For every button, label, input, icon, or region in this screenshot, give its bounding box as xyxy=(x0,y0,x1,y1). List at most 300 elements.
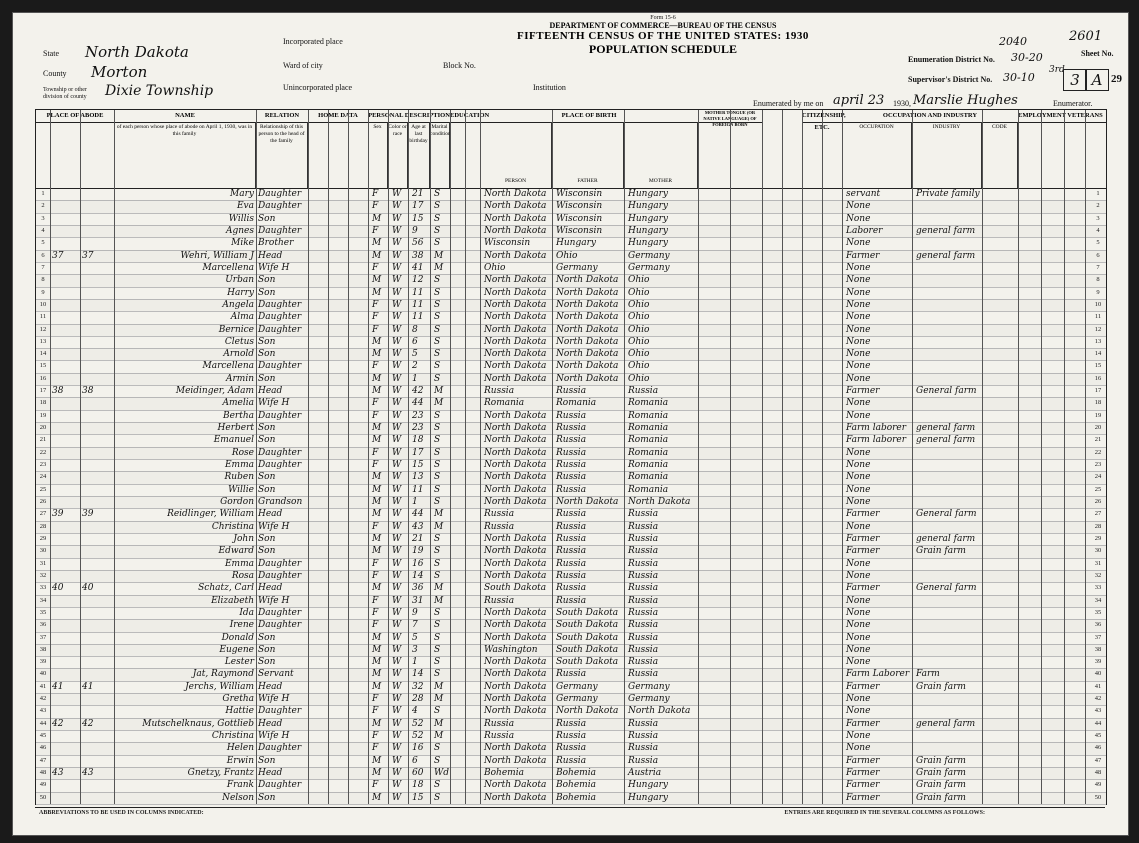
sex-cell: F xyxy=(372,312,379,323)
line-number-right: 15 xyxy=(1094,362,1102,370)
industry-cell xyxy=(916,570,982,582)
father-birthplace-cell: Bohemia xyxy=(556,792,596,803)
occupation-cell: None xyxy=(846,324,871,335)
birthplace-cell: North Dakota xyxy=(484,275,547,286)
line-number-left: 30 xyxy=(39,547,47,555)
grid-line xyxy=(50,110,51,804)
line-number-left: 13 xyxy=(39,337,47,345)
father-birthplace-cell: Russia xyxy=(556,558,587,569)
person-name: John xyxy=(233,533,254,544)
occupation-cell: None xyxy=(846,694,871,705)
person-name: Angela xyxy=(222,299,254,310)
sex-cell: M xyxy=(372,657,382,668)
table-row xyxy=(36,705,1106,718)
industry-cell: Grain farm xyxy=(916,755,966,766)
birthplace-cell: North Dakota xyxy=(484,410,547,421)
occupation-cell: Farmer xyxy=(846,681,880,692)
industry-cell xyxy=(916,360,982,372)
family-cell xyxy=(82,262,110,274)
line-number-right: 46 xyxy=(1094,744,1102,752)
birthplace-cell: North Dakota xyxy=(484,250,547,261)
father-birthplace-cell: South Dakota xyxy=(556,632,619,643)
father-birthplace-cell: North Dakota xyxy=(556,324,619,335)
occupation-cell: Farmer xyxy=(846,250,880,261)
sex-cell: F xyxy=(372,731,379,742)
relation-cell: Brother xyxy=(258,238,294,249)
race-cell: W xyxy=(392,312,402,323)
dwelling-cell xyxy=(52,262,80,274)
marital-cell: S xyxy=(434,361,441,372)
industry-cell xyxy=(916,558,982,570)
marital-cell: S xyxy=(434,373,441,384)
person-name: Eugene xyxy=(219,644,254,655)
occupation-cell: None xyxy=(846,213,871,224)
line-number-left: 1 xyxy=(41,190,45,197)
dwelling-cell: 40 xyxy=(52,583,64,594)
table-row xyxy=(36,213,1106,226)
marital-cell: S xyxy=(434,312,441,323)
sex-cell: M xyxy=(372,755,382,766)
race-cell: W xyxy=(392,718,402,729)
mother-birthplace-cell: Russia xyxy=(628,669,659,680)
person-name: Helen xyxy=(226,743,254,754)
table-row xyxy=(36,225,1106,238)
marital-cell: S xyxy=(434,225,441,236)
race-cell: W xyxy=(392,546,402,557)
table-row xyxy=(36,755,1106,768)
family-cell xyxy=(82,792,110,804)
industry-cell xyxy=(916,595,982,607)
occupation-cell: Farm laborer xyxy=(846,435,907,446)
line-number-right: 45 xyxy=(1094,732,1102,740)
sex-cell: F xyxy=(372,607,379,618)
dwelling-cell xyxy=(52,533,80,545)
table-row xyxy=(36,311,1106,324)
grid-line xyxy=(408,110,409,804)
line-number-right: 25 xyxy=(1094,485,1102,493)
father-birthplace-cell: Russia xyxy=(556,435,587,446)
mother-birthplace-cell: Romania xyxy=(628,447,669,458)
population-table xyxy=(35,109,1107,805)
sex-cell: M xyxy=(372,792,382,803)
race-cell: W xyxy=(392,768,402,779)
dwelling-cell xyxy=(52,237,80,249)
race-cell: W xyxy=(392,324,402,335)
industry-cell xyxy=(916,299,982,311)
father-birthplace-cell: Russia xyxy=(556,460,587,471)
mother-birthplace-cell: Germany xyxy=(628,250,670,261)
age-cell: 56 xyxy=(412,238,424,249)
table-row xyxy=(36,484,1106,497)
race-cell: W xyxy=(392,780,402,791)
father-birthplace-cell: Russia xyxy=(556,731,587,742)
dwelling-cell xyxy=(52,324,80,336)
sex-cell: M xyxy=(372,509,382,520)
line-number-right: 11 xyxy=(1094,313,1102,321)
birthplace-cell: North Dakota xyxy=(484,743,547,754)
occupation-cell: None xyxy=(846,644,871,655)
family-cell xyxy=(82,360,110,372)
family-cell xyxy=(82,299,110,311)
marital-cell: S xyxy=(434,324,441,335)
line-number-right: 28 xyxy=(1094,522,1102,530)
person-name: Willis xyxy=(228,213,254,224)
father-birthplace-cell: Russia xyxy=(556,755,587,766)
line-number-right: 24 xyxy=(1094,473,1102,481)
mother-birthplace-cell: Romania xyxy=(628,423,669,434)
age-cell: 16 xyxy=(412,558,424,569)
line-number-right: 36 xyxy=(1094,621,1102,629)
relation-cell: Daughter xyxy=(258,620,302,631)
marital-cell: S xyxy=(434,546,441,557)
line-number-right: 41 xyxy=(1094,682,1102,690)
table-row xyxy=(36,434,1106,447)
sex-cell: M xyxy=(372,681,382,692)
age-cell: 6 xyxy=(412,336,418,347)
family-cell xyxy=(82,644,110,656)
marital-cell: S xyxy=(434,780,441,791)
table-row xyxy=(36,200,1106,213)
relation-cell: Daughter xyxy=(258,361,302,372)
relation-desc: Relationship of this person to the head of the family xyxy=(256,122,308,188)
sex-cell: F xyxy=(372,447,379,458)
relation-cell: Son xyxy=(258,644,276,655)
table-row xyxy=(36,681,1106,694)
line-number-left: 8 xyxy=(41,276,45,284)
person-name: Urban xyxy=(225,275,254,286)
marital-cell: M xyxy=(434,398,444,409)
occupation-cell: Farmer xyxy=(846,583,880,594)
person-name: Christina xyxy=(211,731,254,742)
table-row xyxy=(36,324,1106,337)
father-birthplace-cell: South Dakota xyxy=(556,607,619,618)
father-birthplace-cell: North Dakota xyxy=(556,706,619,717)
grid-line xyxy=(430,110,431,804)
person-name: Gordon xyxy=(220,497,254,507)
industry-cell: Grain farm xyxy=(916,792,966,803)
table-row xyxy=(36,718,1106,731)
dwelling-cell xyxy=(52,632,80,644)
age-cell: 38 xyxy=(412,250,424,261)
dwelling-cell xyxy=(52,188,80,200)
grid-line xyxy=(552,110,553,804)
age-cell: 44 xyxy=(412,509,424,520)
sex-cell: F xyxy=(372,620,379,631)
relation-cell: Son xyxy=(258,484,276,495)
person-name: Amelia xyxy=(222,398,254,409)
sex-cell: M xyxy=(372,287,382,298)
person-name: Ida xyxy=(239,607,254,618)
sex-cell: F xyxy=(372,201,379,212)
industry-cell: General farm xyxy=(916,386,977,397)
race-cell: W xyxy=(392,250,402,261)
person-name: Frank xyxy=(226,780,254,791)
dwelling-cell xyxy=(52,484,80,496)
person-name: Nelson xyxy=(222,792,254,803)
race-header: Color or race xyxy=(388,122,408,188)
state-value: North Dakota xyxy=(85,43,189,61)
mother-birthplace-cell: Romania xyxy=(628,410,669,421)
dwelling-cell xyxy=(52,459,80,471)
table-row xyxy=(36,360,1106,373)
line-number-right: 40 xyxy=(1094,670,1102,678)
dwelling-cell xyxy=(52,311,80,323)
mother-birthplace-cell: Romania xyxy=(628,484,669,495)
age-cell: 15 xyxy=(412,213,424,224)
grid-line xyxy=(982,110,983,804)
line-number-left: 6 xyxy=(41,251,45,259)
family-cell xyxy=(82,397,110,409)
sex-cell: M xyxy=(372,768,382,779)
line-number-left: 50 xyxy=(39,793,47,801)
industry-cell xyxy=(916,607,982,619)
birthplace-cell: Russia xyxy=(484,386,515,397)
person-name: Harry xyxy=(227,287,254,298)
relation-cell: Son xyxy=(258,546,276,557)
line-number-right: 42 xyxy=(1094,695,1102,703)
marital-cell: S xyxy=(434,472,441,483)
dwelling-cell xyxy=(52,693,80,705)
family-cell xyxy=(82,237,110,249)
age-cell: 16 xyxy=(412,743,424,754)
relation-cell: Wife H xyxy=(258,262,290,273)
occupation-cell: None xyxy=(846,472,871,483)
person-name: Erwin xyxy=(226,755,254,766)
occupation-cell: None xyxy=(846,262,871,273)
birthplace-cell: Romania xyxy=(484,398,525,409)
age-cell: 9 xyxy=(412,607,418,618)
industry-cell: general farm xyxy=(916,250,976,261)
mother-birthplace-cell: Russia xyxy=(628,718,659,729)
mother-birthplace-cell: Russia xyxy=(628,657,659,668)
marital-cell: S xyxy=(434,410,441,421)
industry-cell xyxy=(916,336,982,348)
birthplace-cell: North Dakota xyxy=(484,755,547,766)
industry-cell xyxy=(916,324,982,336)
mother-birthplace-cell: Russia xyxy=(628,386,659,397)
father-birthplace-cell: Ohio xyxy=(556,250,578,261)
relation-cell: Daughter xyxy=(258,743,302,754)
dwelling-cell xyxy=(52,200,80,212)
line-number-left: 10 xyxy=(39,300,47,308)
table-row xyxy=(36,299,1106,312)
occupation-cell: None xyxy=(846,484,871,495)
age-cell: 52 xyxy=(412,718,424,729)
grid-line xyxy=(730,110,731,804)
dwelling-cell xyxy=(52,410,80,422)
relation-cell: Daughter xyxy=(258,225,302,236)
person-name: Willie xyxy=(228,484,254,495)
dwelling-cell xyxy=(52,779,80,791)
marital-cell: M xyxy=(434,386,444,397)
table-row xyxy=(36,459,1106,472)
person-name: Donald xyxy=(221,632,254,643)
dwelling-cell xyxy=(52,570,80,582)
group-tongue: MOTHER TONGUE (OR NATIVE LANGUAGE) OF FOREIGN BORN xyxy=(698,110,763,123)
birthplace-cell: North Dakota xyxy=(484,299,547,310)
occupation-cell: Farm laborer xyxy=(846,423,907,434)
line-number-left: 23 xyxy=(39,461,47,469)
relation-cell: Grandson xyxy=(258,497,303,507)
line-number-right: 5 xyxy=(1096,239,1100,247)
person-name: Emma xyxy=(224,460,254,471)
family-cell xyxy=(82,311,110,323)
mother-birthplace-cell: Austria xyxy=(628,768,662,779)
race-cell: W xyxy=(392,410,402,421)
family-cell xyxy=(82,188,110,200)
dwelling-cell xyxy=(52,348,80,360)
industry-cell xyxy=(916,632,982,644)
age-cell: 14 xyxy=(412,570,424,581)
dwelling-cell: 43 xyxy=(52,768,64,779)
father-birthplace-cell: Germany xyxy=(556,262,598,273)
birthplace-cell: North Dakota xyxy=(484,780,547,791)
marital-cell: S xyxy=(434,213,441,224)
industry-cell xyxy=(916,287,982,299)
dwelling-cell: 41 xyxy=(52,681,64,692)
family-cell xyxy=(82,336,110,348)
sex-cell: F xyxy=(372,694,379,705)
grid-line xyxy=(782,110,783,804)
line-number-right: 34 xyxy=(1094,596,1102,604)
industry-cell xyxy=(916,484,982,496)
table-rows xyxy=(36,188,1106,804)
father-birthplace-cell: North Dakota xyxy=(556,336,619,347)
table-row xyxy=(36,348,1106,361)
birthplace-cell: North Dakota xyxy=(484,460,547,471)
line-number-left: 34 xyxy=(39,596,47,604)
marital-header: Marital condition xyxy=(430,122,450,188)
age-cell: 8 xyxy=(412,324,418,335)
age-cell: 1 xyxy=(412,373,418,384)
occupation-cell: None xyxy=(846,373,871,384)
table-row xyxy=(36,779,1106,792)
occupation-cell: Farmer xyxy=(846,533,880,544)
marital-cell: S xyxy=(434,620,441,631)
race-cell: W xyxy=(392,497,402,507)
relation-cell: Son xyxy=(258,755,276,766)
relation-cell: Daughter xyxy=(258,189,302,199)
marital-cell: S xyxy=(434,644,441,655)
father-birthplace-cell: North Dakota xyxy=(556,312,619,323)
age-cell: 13 xyxy=(412,472,424,483)
industry-cell xyxy=(916,447,982,459)
group-personal: PERSONAL DESCRIPTION xyxy=(368,110,451,123)
line-number-right: 39 xyxy=(1094,658,1102,666)
race-cell: W xyxy=(392,275,402,286)
father-birthplace-cell: North Dakota xyxy=(556,373,619,384)
occupation-cell: None xyxy=(846,349,871,360)
family-cell xyxy=(82,558,110,570)
dwelling-cell xyxy=(52,397,80,409)
sd-label: Supervisor's District No. xyxy=(908,75,993,84)
father-birthplace-cell: Wisconsin xyxy=(556,225,603,236)
relation-cell: Son xyxy=(258,472,276,483)
table-row xyxy=(36,521,1106,534)
line-number-left: 32 xyxy=(39,571,47,579)
race-cell: W xyxy=(392,336,402,347)
father-birthplace-cell: North Dakota xyxy=(556,349,619,360)
mother-birthplace-cell: Hungary xyxy=(628,780,668,791)
father-birthplace-cell: North Dakota xyxy=(556,287,619,298)
birthplace-cell: North Dakota xyxy=(484,607,547,618)
line-number-right: 10 xyxy=(1094,300,1102,308)
grid-line xyxy=(842,110,843,804)
family-cell xyxy=(82,213,110,225)
birthplace-cell: Russia xyxy=(484,521,515,532)
father-birthplace-cell: Russia xyxy=(556,410,587,421)
father-birthplace-cell: Russia xyxy=(556,669,587,680)
dwelling-cell xyxy=(52,792,80,804)
table-row xyxy=(36,471,1106,484)
birth-person-header: PERSON xyxy=(480,122,552,188)
sex-cell: F xyxy=(372,521,379,532)
industry-cell xyxy=(916,410,982,422)
line-number-left: 38 xyxy=(39,645,47,653)
dwelling-cell xyxy=(52,742,80,754)
marital-cell: M xyxy=(434,694,444,705)
marital-cell: M xyxy=(434,583,444,594)
line-number-left: 11 xyxy=(39,313,47,321)
sex-cell: F xyxy=(372,570,379,581)
line-number-left: 28 xyxy=(39,522,47,530)
person-name: Marcellena xyxy=(202,262,254,273)
father-birthplace-cell: Wisconsin xyxy=(556,201,603,212)
line-number-left: 9 xyxy=(41,288,45,296)
race-cell: W xyxy=(392,743,402,754)
birthplace-cell: North Dakota xyxy=(484,349,547,360)
line-number-right: 26 xyxy=(1094,498,1102,505)
person-name: Lester xyxy=(224,657,254,668)
line-number-left: 16 xyxy=(39,374,47,382)
family-cell xyxy=(82,595,110,607)
industry-cell: general farm xyxy=(916,533,976,544)
dwelling-cell xyxy=(52,668,80,680)
family-cell xyxy=(82,779,110,791)
line-number-right: 30 xyxy=(1094,547,1102,555)
marital-cell: M xyxy=(434,595,444,606)
grid-line xyxy=(308,110,309,804)
family-cell: 41 xyxy=(82,681,94,692)
table-row xyxy=(36,792,1106,805)
marital-cell: M xyxy=(434,521,444,532)
dwelling-cell xyxy=(52,447,80,459)
line-number-right: 9 xyxy=(1096,288,1100,296)
occupation-cell: None xyxy=(846,632,871,643)
age-cell: 12 xyxy=(412,275,424,286)
census-title-block xyxy=(483,15,843,57)
age-cell: 17 xyxy=(412,201,424,212)
occupation-cell: None xyxy=(846,497,871,507)
dwelling-cell xyxy=(52,213,80,225)
occupation-cell: Farmer xyxy=(846,792,880,803)
line-number-left: 21 xyxy=(39,436,47,444)
marital-cell: S xyxy=(434,189,441,199)
line-number-left: 2 xyxy=(41,202,45,210)
occupation-cell: Farm Laborer xyxy=(846,669,910,680)
marital-cell: S xyxy=(434,336,441,347)
sex-cell: M xyxy=(372,484,382,495)
mother-birthplace-cell: Ohio xyxy=(628,324,650,335)
person-name: Emma xyxy=(224,558,254,569)
sex-cell: M xyxy=(372,238,382,249)
father-birthplace-cell: Germany xyxy=(556,694,598,705)
marital-cell: S xyxy=(434,570,441,581)
dwelling-cell xyxy=(52,360,80,372)
mother-birthplace-cell: Ohio xyxy=(628,275,650,286)
race-cell: W xyxy=(392,533,402,544)
sex-cell: M xyxy=(372,250,382,261)
